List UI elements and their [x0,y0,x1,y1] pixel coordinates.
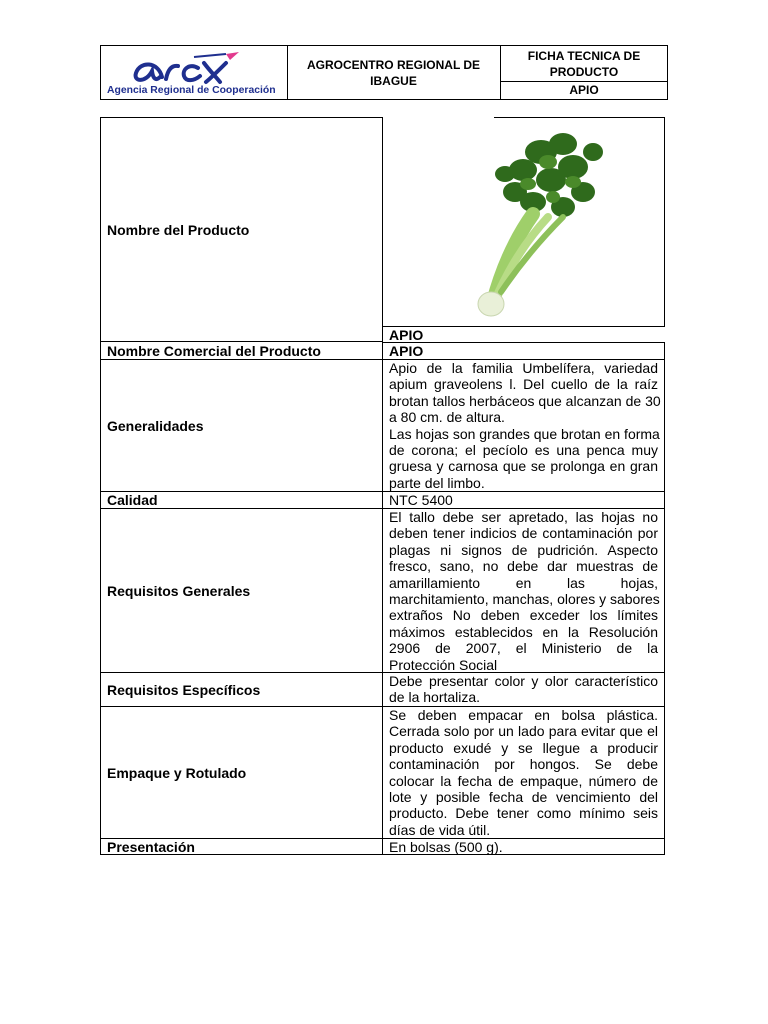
agrocentro-title: AGROCENTRO REGIONAL DE IBAGUE [287,46,501,99]
logo-cell [101,46,288,99]
value-presentacion: En bolsas (500 g). [382,839,665,855]
text-line: apium graveolens l. Del cuello de la raíz [389,376,658,393]
text-line: Debe presentar color y olor característico [389,673,658,689]
value-calidad: NTC 5400 [382,492,665,509]
row-calidad [100,492,665,509]
row-presentacion [100,839,665,855]
label-requisitos-generales: Requisitos Generales [100,509,382,673]
row-empaque [100,707,665,839]
label-generalidades: Generalidades [100,360,382,492]
text-line: extraños No deben exceder los límites [389,607,658,624]
image-border-right [664,117,665,327]
row-generalidades [100,360,665,492]
value-nombre-comercial: APIO [382,342,665,360]
text-line: lote y posible fecha de vencimiento del [389,788,658,805]
label-requisitos-especificos: Requisitos Específicos [100,673,382,707]
text-line: Cerrada solo por un lado para evitar que el [389,723,658,740]
text-line: máximos establecidos en la Resolución [389,623,658,640]
text-line: gruesa y carnosa que se prolonga en gran [389,458,658,475]
image-caption: APIO [382,326,665,342]
value-generalidades [382,360,665,492]
celery-image [382,117,666,326]
row-requisitos-generales [100,509,665,673]
text-line: a 80 cm. de altura. [389,409,505,426]
image-border-bottom [594,326,665,327]
label-nombre-comercial: Nombre Comercial del Producto [100,342,382,360]
text-line: días de vida útil. [389,821,491,838]
row-nombre-comercial [100,342,665,360]
text-line: Protección Social [389,656,498,673]
celery-icon [423,122,663,322]
text-line: Apio de la familia Umbelífera, variedad [389,360,658,376]
text-line: marchitamiento, manchas, olores y sabores [389,590,660,607]
text-line: 2906 de 2007, el Ministerio de la [389,640,658,657]
value-requisitos-generales [382,509,665,673]
text-line: Las hojas son grandes que brotan en forma [389,425,660,442]
text-line: Se deben empacar en bolsa plástica. [389,707,658,723]
label-nombre-producto: Nombre del Producto [100,117,382,342]
text-line: amarillamiento en las hojas, [389,574,658,591]
label-presentacion: Presentación [100,839,382,855]
text-line: deben tener indicios de contaminación por [389,525,658,542]
text-line: producto. Debe tener como mínimo seis [389,805,658,822]
row-requisitos-especificos [100,673,665,707]
text-line: de la hortaliza. [389,689,481,706]
text-line: brotan tallos herbáceos que alcanzan de 30 [389,392,661,409]
text-line: producto exudé y se llegue a producir [389,739,658,756]
row-nombre-producto [100,117,665,342]
text-line: fresco, sano, no debe dar muestras de [389,558,658,575]
text-line: plagas ni signos de pudrición. Aspecto [389,541,658,558]
text-line: parte del limbo. [389,474,485,491]
text-line: El tallo debe ser apretado, las hojas no [389,509,658,525]
label-calidad: Calidad [100,492,382,509]
value-empaque [382,707,665,839]
header-product: APIO [569,83,599,97]
text-line: de corona; el pecíolo es una penca muy [389,441,658,458]
text-line: contaminación por hongos. Se debe [389,756,658,773]
value-requisitos-especificos [382,673,665,707]
label-empaque: Empaque y Rotulado [100,707,382,839]
logo-text: Agencia Regional de Cooperación [107,85,276,96]
document-header [100,45,668,100]
image-border-top [494,117,665,118]
text-line: colocar la fecha de empaque, número de [389,772,658,789]
doc-type: FICHA TECNICA DE PRODUCTO [501,46,667,82]
arc-logo [106,49,282,85]
